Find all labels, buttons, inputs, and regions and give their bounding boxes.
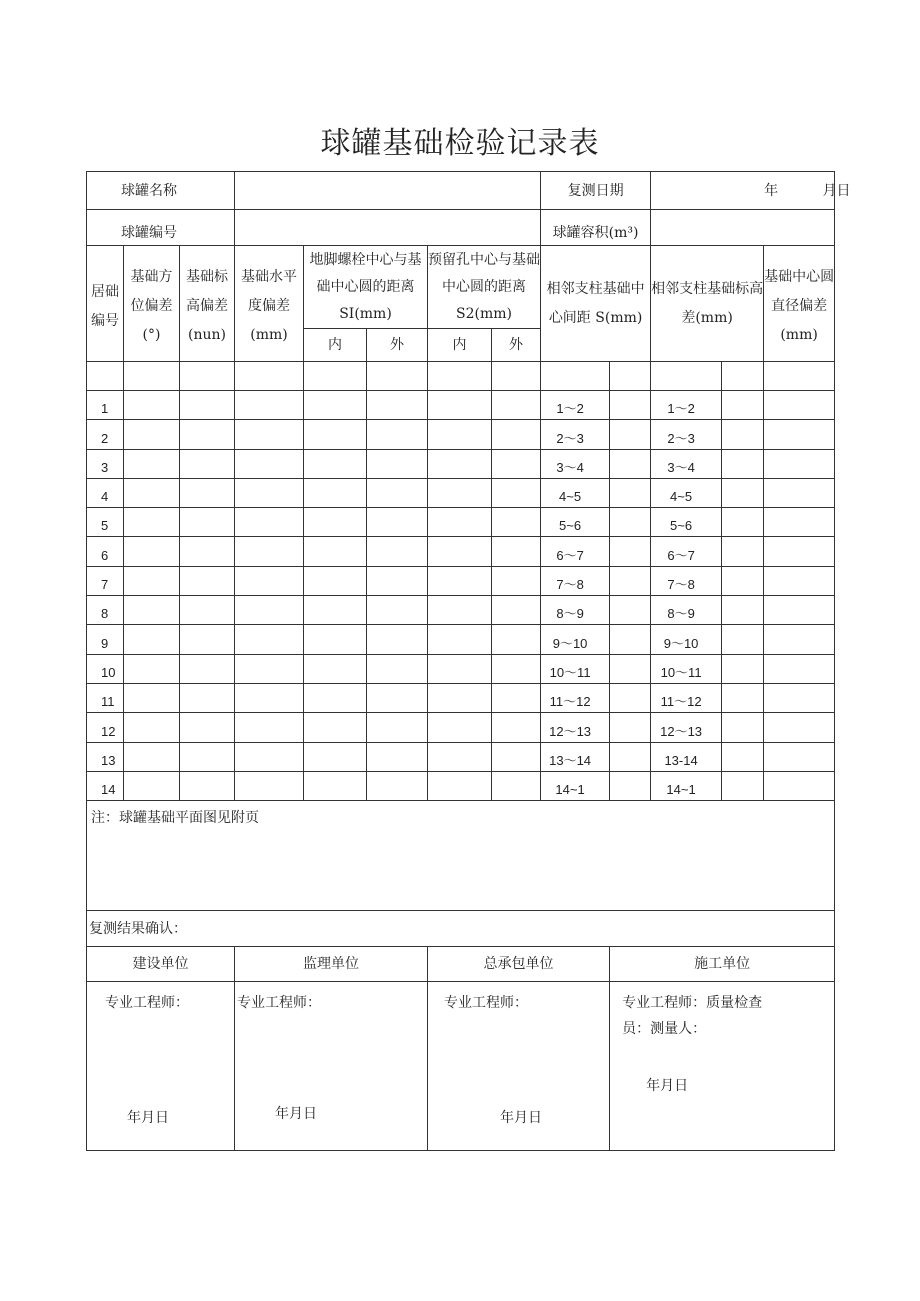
unit-general-contractor: 总承包单位 xyxy=(428,947,610,982)
recheck-date-field[interactable] xyxy=(651,172,851,210)
entry-cell[interactable] xyxy=(610,742,651,771)
sign-date: 年月日 xyxy=(646,1078,689,1095)
unit-owner: 建设单位 xyxy=(87,947,235,982)
height-pair: 4~5 xyxy=(651,478,722,507)
entry-cell[interactable] xyxy=(180,449,235,478)
row-number: 11 xyxy=(87,683,124,712)
col-hole-inner: 内 xyxy=(428,329,492,362)
unit-construction: 施工单位 xyxy=(610,947,835,982)
entry-cell[interactable] xyxy=(764,625,835,654)
entry-cell[interactable] xyxy=(764,391,835,420)
entry-cell[interactable] xyxy=(367,537,428,566)
sign-general-contractor[interactable] xyxy=(428,982,610,1151)
sign-owner[interactable] xyxy=(87,982,235,1151)
entry-cell[interactable] xyxy=(235,596,304,625)
height-pair: 13-14 xyxy=(651,742,722,771)
entry-cell[interactable] xyxy=(492,596,541,625)
entry-cell[interactable] xyxy=(367,508,428,537)
tank-no-label: 球罐编号 xyxy=(87,210,235,246)
table-row xyxy=(87,537,835,566)
entry-cell[interactable] xyxy=(428,683,492,712)
entry-cell[interactable] xyxy=(304,596,367,625)
entry-cell[interactable] xyxy=(610,508,651,537)
spacing-pair: 4~5 xyxy=(541,478,610,507)
spacing-pair: 10～11 xyxy=(541,654,610,683)
spacing-pair: 12～13 xyxy=(541,713,610,742)
row-number: 2 xyxy=(87,420,124,449)
entry-cell[interactable] xyxy=(610,683,651,712)
entry-cell[interactable] xyxy=(367,625,428,654)
entry-cell[interactable] xyxy=(304,420,367,449)
entry-cell[interactable] xyxy=(764,742,835,771)
col-bolt-outer: 外 xyxy=(367,329,428,362)
entry-cell[interactable] xyxy=(180,566,235,595)
entry-cell[interactable] xyxy=(764,420,835,449)
spacing-pair: 3～4 xyxy=(541,449,610,478)
height-pair: 2～3 xyxy=(651,420,722,449)
entry-cell[interactable] xyxy=(235,683,304,712)
spacing-pair: 6～7 xyxy=(541,537,610,566)
col-hole-outer: 外 xyxy=(492,329,541,362)
spacing-pair: 1～2 xyxy=(541,391,610,420)
entry-cell[interactable] xyxy=(124,771,180,800)
spacing-pair: 7～8 xyxy=(541,566,610,595)
entry-cell[interactable] xyxy=(722,478,764,507)
spacing-pair: 11～12 xyxy=(541,683,610,712)
row-number: 13 xyxy=(87,742,124,771)
tank-volume-label: 球罐容积(m³) xyxy=(541,210,651,246)
entry-cell[interactable] xyxy=(235,449,304,478)
entry-cell[interactable] xyxy=(610,625,651,654)
entry-cell[interactable] xyxy=(124,625,180,654)
entry-cell[interactable] xyxy=(124,742,180,771)
entry-cell[interactable] xyxy=(367,654,428,683)
entry-cell[interactable] xyxy=(722,420,764,449)
entry-cell[interactable] xyxy=(428,537,492,566)
entry-cell[interactable] xyxy=(235,654,304,683)
height-pair: 7～8 xyxy=(651,566,722,595)
entry-cell[interactable] xyxy=(428,478,492,507)
entry-cell[interactable] xyxy=(304,683,367,712)
height-pair: 10～11 xyxy=(651,654,722,683)
sign-construction[interactable] xyxy=(610,982,835,1151)
row-number: 14 xyxy=(87,771,124,800)
entry-cell[interactable] xyxy=(235,713,304,742)
table-row xyxy=(87,713,835,742)
engineer-label: 专业工程师： xyxy=(237,995,322,1012)
table-row xyxy=(87,742,835,771)
height-pair: 5~6 xyxy=(651,508,722,537)
entry-cell[interactable] xyxy=(304,713,367,742)
entry-cell[interactable] xyxy=(235,625,304,654)
entry-cell[interactable] xyxy=(492,771,541,800)
entry-cell[interactable] xyxy=(180,391,235,420)
entry-cell[interactable] xyxy=(764,654,835,683)
entry-cell[interactable] xyxy=(428,449,492,478)
entry-cell[interactable] xyxy=(428,420,492,449)
entry-cell[interactable] xyxy=(492,420,541,449)
entry-cell[interactable] xyxy=(610,420,651,449)
entry-cell[interactable] xyxy=(492,566,541,595)
entry-cell[interactable] xyxy=(304,508,367,537)
unit-supervision: 监理单位 xyxy=(235,947,428,982)
entry-cell[interactable] xyxy=(610,654,651,683)
entry-cell[interactable] xyxy=(492,391,541,420)
entry-cell[interactable] xyxy=(235,420,304,449)
entry-cell[interactable] xyxy=(722,566,764,595)
form-table xyxy=(86,171,851,1151)
table-row xyxy=(87,654,835,683)
entry-cell[interactable] xyxy=(722,742,764,771)
entry-cell[interactable] xyxy=(722,449,764,478)
entry-cell[interactable] xyxy=(492,449,541,478)
table-row xyxy=(87,771,835,800)
entry-cell[interactable] xyxy=(180,713,235,742)
entry-cell[interactable] xyxy=(235,508,304,537)
note: 注：球罐基础平面图见附页 xyxy=(87,801,835,911)
entry-cell[interactable] xyxy=(367,566,428,595)
entry-cell[interactable] xyxy=(124,478,180,507)
entry-cell[interactable] xyxy=(492,537,541,566)
entry-cell[interactable] xyxy=(764,508,835,537)
table-row xyxy=(87,449,835,478)
entry-cell[interactable] xyxy=(610,449,651,478)
col-level-deviation: 基础水平度偏差(mm) xyxy=(235,246,304,362)
entry-cell[interactable] xyxy=(367,420,428,449)
entry-cell[interactable] xyxy=(124,391,180,420)
row-number: 7 xyxy=(87,566,124,595)
entry-cell[interactable] xyxy=(124,683,180,712)
page-title: 球罐基础检验记录表 xyxy=(320,126,600,161)
entry-cell[interactable] xyxy=(180,625,235,654)
row-number: 6 xyxy=(87,537,124,566)
spacing-pair: 14~1 xyxy=(541,771,610,800)
entry-cell[interactable] xyxy=(367,742,428,771)
col-anchor-bolt-distance: 地脚螺栓中心与基础中心圆的距离 SI(mm) xyxy=(304,246,428,329)
entry-cell[interactable] xyxy=(428,566,492,595)
blank-row xyxy=(87,362,835,391)
spacing-pair: 5~6 xyxy=(541,508,610,537)
entry-cell[interactable] xyxy=(367,771,428,800)
entry-cell[interactable] xyxy=(428,508,492,537)
spacing-pair: 8～9 xyxy=(541,596,610,625)
height-pair: 3～4 xyxy=(651,449,722,478)
entry-cell[interactable] xyxy=(304,625,367,654)
entry-cell[interactable] xyxy=(764,771,835,800)
entry-cell[interactable] xyxy=(492,478,541,507)
table-row xyxy=(87,391,835,420)
col-column-spacing: 相邻支柱基础中心间距 S(mm) xyxy=(541,246,651,362)
entry-cell[interactable] xyxy=(304,537,367,566)
height-pair: 1～2 xyxy=(651,391,722,420)
entry-cell[interactable] xyxy=(722,713,764,742)
entry-cell[interactable] xyxy=(610,771,651,800)
table-row xyxy=(87,566,835,595)
row-number: 12 xyxy=(87,713,124,742)
entry-cell[interactable] xyxy=(764,449,835,478)
entry-cell[interactable] xyxy=(304,449,367,478)
col-azimuth-deviation: 基础方位偏差(°) xyxy=(124,246,180,362)
entry-cell[interactable] xyxy=(124,508,180,537)
entry-cell[interactable] xyxy=(235,537,304,566)
col-foundation-no: 居础编号 xyxy=(87,246,124,362)
entry-cell[interactable] xyxy=(610,713,651,742)
entry-cell[interactable] xyxy=(180,742,235,771)
recheck-date-label: 复测日期 xyxy=(541,172,651,210)
entry-cell[interactable] xyxy=(428,596,492,625)
entry-cell[interactable] xyxy=(180,478,235,507)
entry-cell[interactable] xyxy=(235,771,304,800)
table-row xyxy=(87,508,835,537)
col-diameter-deviation: 基础中心圆直径偏差(mm) xyxy=(764,246,835,362)
date-monthday: 月日 xyxy=(822,182,851,199)
entry-cell[interactable] xyxy=(367,391,428,420)
entry-cell[interactable] xyxy=(367,683,428,712)
entry-cell[interactable] xyxy=(764,683,835,712)
row-number: 8 xyxy=(87,596,124,625)
entry-cell[interactable] xyxy=(304,566,367,595)
row-number: 4 xyxy=(87,478,124,507)
table-row xyxy=(87,596,835,625)
entry-cell[interactable] xyxy=(492,742,541,771)
entry-cell[interactable] xyxy=(180,683,235,712)
entry-cell[interactable] xyxy=(304,771,367,800)
entry-cell[interactable] xyxy=(304,654,367,683)
entry-cell[interactable] xyxy=(610,391,651,420)
sign-date: 年月日 xyxy=(275,1106,318,1123)
entry-cell[interactable] xyxy=(124,566,180,595)
construction-roles: 专业工程师：质量检查员：测量人： xyxy=(622,995,763,1038)
entry-cell[interactable] xyxy=(124,449,180,478)
entry-cell[interactable] xyxy=(428,391,492,420)
col-bolt-inner: 内 xyxy=(304,329,367,362)
entry-cell[interactable] xyxy=(180,654,235,683)
tank-name-label: 球罐名称 xyxy=(87,172,235,210)
row-number: 3 xyxy=(87,449,124,478)
entry-cell[interactable] xyxy=(304,478,367,507)
entry-cell[interactable] xyxy=(235,566,304,595)
entry-cell[interactable] xyxy=(722,537,764,566)
entry-cell[interactable] xyxy=(428,742,492,771)
height-pair: 12～13 xyxy=(651,713,722,742)
height-pair: 8～9 xyxy=(651,596,722,625)
entry-cell[interactable] xyxy=(764,537,835,566)
entry-cell[interactable] xyxy=(180,596,235,625)
entry-cell[interactable] xyxy=(124,713,180,742)
row-number: 1 xyxy=(87,391,124,420)
entry-cell[interactable] xyxy=(722,625,764,654)
entry-cell[interactable] xyxy=(367,478,428,507)
entry-cell[interactable] xyxy=(428,713,492,742)
entry-cell[interactable] xyxy=(722,391,764,420)
height-pair: 14~1 xyxy=(651,771,722,800)
spacing-pair: 2～3 xyxy=(541,420,610,449)
entry-cell[interactable] xyxy=(722,654,764,683)
sign-date: 年月日 xyxy=(127,1110,169,1127)
entry-cell[interactable] xyxy=(124,596,180,625)
engineer-label: 专业工程师： xyxy=(444,995,529,1012)
entry-cell[interactable] xyxy=(124,420,180,449)
row-number: 9 xyxy=(87,625,124,654)
date-year: 年 xyxy=(764,182,779,199)
entry-cell[interactable] xyxy=(492,654,541,683)
entry-cell[interactable] xyxy=(235,391,304,420)
entry-cell[interactable] xyxy=(610,478,651,507)
entry-cell[interactable] xyxy=(722,508,764,537)
entry-cell[interactable] xyxy=(764,596,835,625)
entry-cell[interactable] xyxy=(610,537,651,566)
spacing-pair: 13～14 xyxy=(541,742,610,771)
sign-supervision[interactable] xyxy=(235,982,428,1151)
entry-cell[interactable] xyxy=(610,566,651,595)
height-pair: 6～7 xyxy=(651,537,722,566)
col-height-difference: 相邻支柱基础标高差(mm) xyxy=(651,246,764,362)
entry-cell[interactable] xyxy=(492,508,541,537)
tank-no-field[interactable] xyxy=(235,210,541,246)
entry-cell[interactable] xyxy=(367,596,428,625)
height-pair: 11～12 xyxy=(651,683,722,712)
entry-cell[interactable] xyxy=(235,478,304,507)
entry-cell[interactable] xyxy=(764,566,835,595)
entry-cell[interactable] xyxy=(180,537,235,566)
entry-cell[interactable] xyxy=(428,771,492,800)
table-row xyxy=(87,420,835,449)
entry-cell[interactable] xyxy=(180,508,235,537)
entry-cell[interactable] xyxy=(428,654,492,683)
entry-cell[interactable] xyxy=(304,391,367,420)
entry-cell[interactable] xyxy=(180,420,235,449)
inspection-form xyxy=(86,171,851,1151)
entry-cell[interactable] xyxy=(180,771,235,800)
entry-cell[interactable] xyxy=(492,713,541,742)
entry-cell[interactable] xyxy=(367,449,428,478)
col-reserved-hole-distance: 预留孔中心与基础中心圆的距离S2(mm) xyxy=(428,246,541,329)
table-row xyxy=(87,625,835,654)
sign-date: 年月日 xyxy=(500,1110,543,1127)
entry-cell[interactable] xyxy=(492,625,541,654)
entry-cell[interactable] xyxy=(610,596,651,625)
confirm-label: 复测结果确认： xyxy=(87,911,835,947)
entry-cell[interactable] xyxy=(722,596,764,625)
table-row xyxy=(87,478,835,507)
tank-volume-field[interactable] xyxy=(651,210,835,246)
entry-cell[interactable] xyxy=(304,742,367,771)
table-row xyxy=(87,683,835,712)
entry-cell[interactable] xyxy=(764,478,835,507)
entry-cell[interactable] xyxy=(428,625,492,654)
row-number: 5 xyxy=(87,508,124,537)
engineer-label: 专业工程师： xyxy=(105,995,189,1012)
col-elevation-deviation: 基础标高偏差(nun) xyxy=(180,246,235,362)
row-number: 10 xyxy=(87,654,124,683)
entry-cell[interactable] xyxy=(492,683,541,712)
entry-cell[interactable] xyxy=(124,654,180,683)
spacing-pair: 9～10 xyxy=(541,625,610,654)
tank-name-field[interactable] xyxy=(235,172,541,210)
data-rows xyxy=(87,391,835,801)
entry-cell[interactable] xyxy=(124,537,180,566)
entry-cell[interactable] xyxy=(764,713,835,742)
height-pair: 9～10 xyxy=(651,625,722,654)
entry-cell[interactable] xyxy=(722,771,764,800)
entry-cell[interactable] xyxy=(235,742,304,771)
entry-cell[interactable] xyxy=(367,713,428,742)
entry-cell[interactable] xyxy=(722,683,764,712)
